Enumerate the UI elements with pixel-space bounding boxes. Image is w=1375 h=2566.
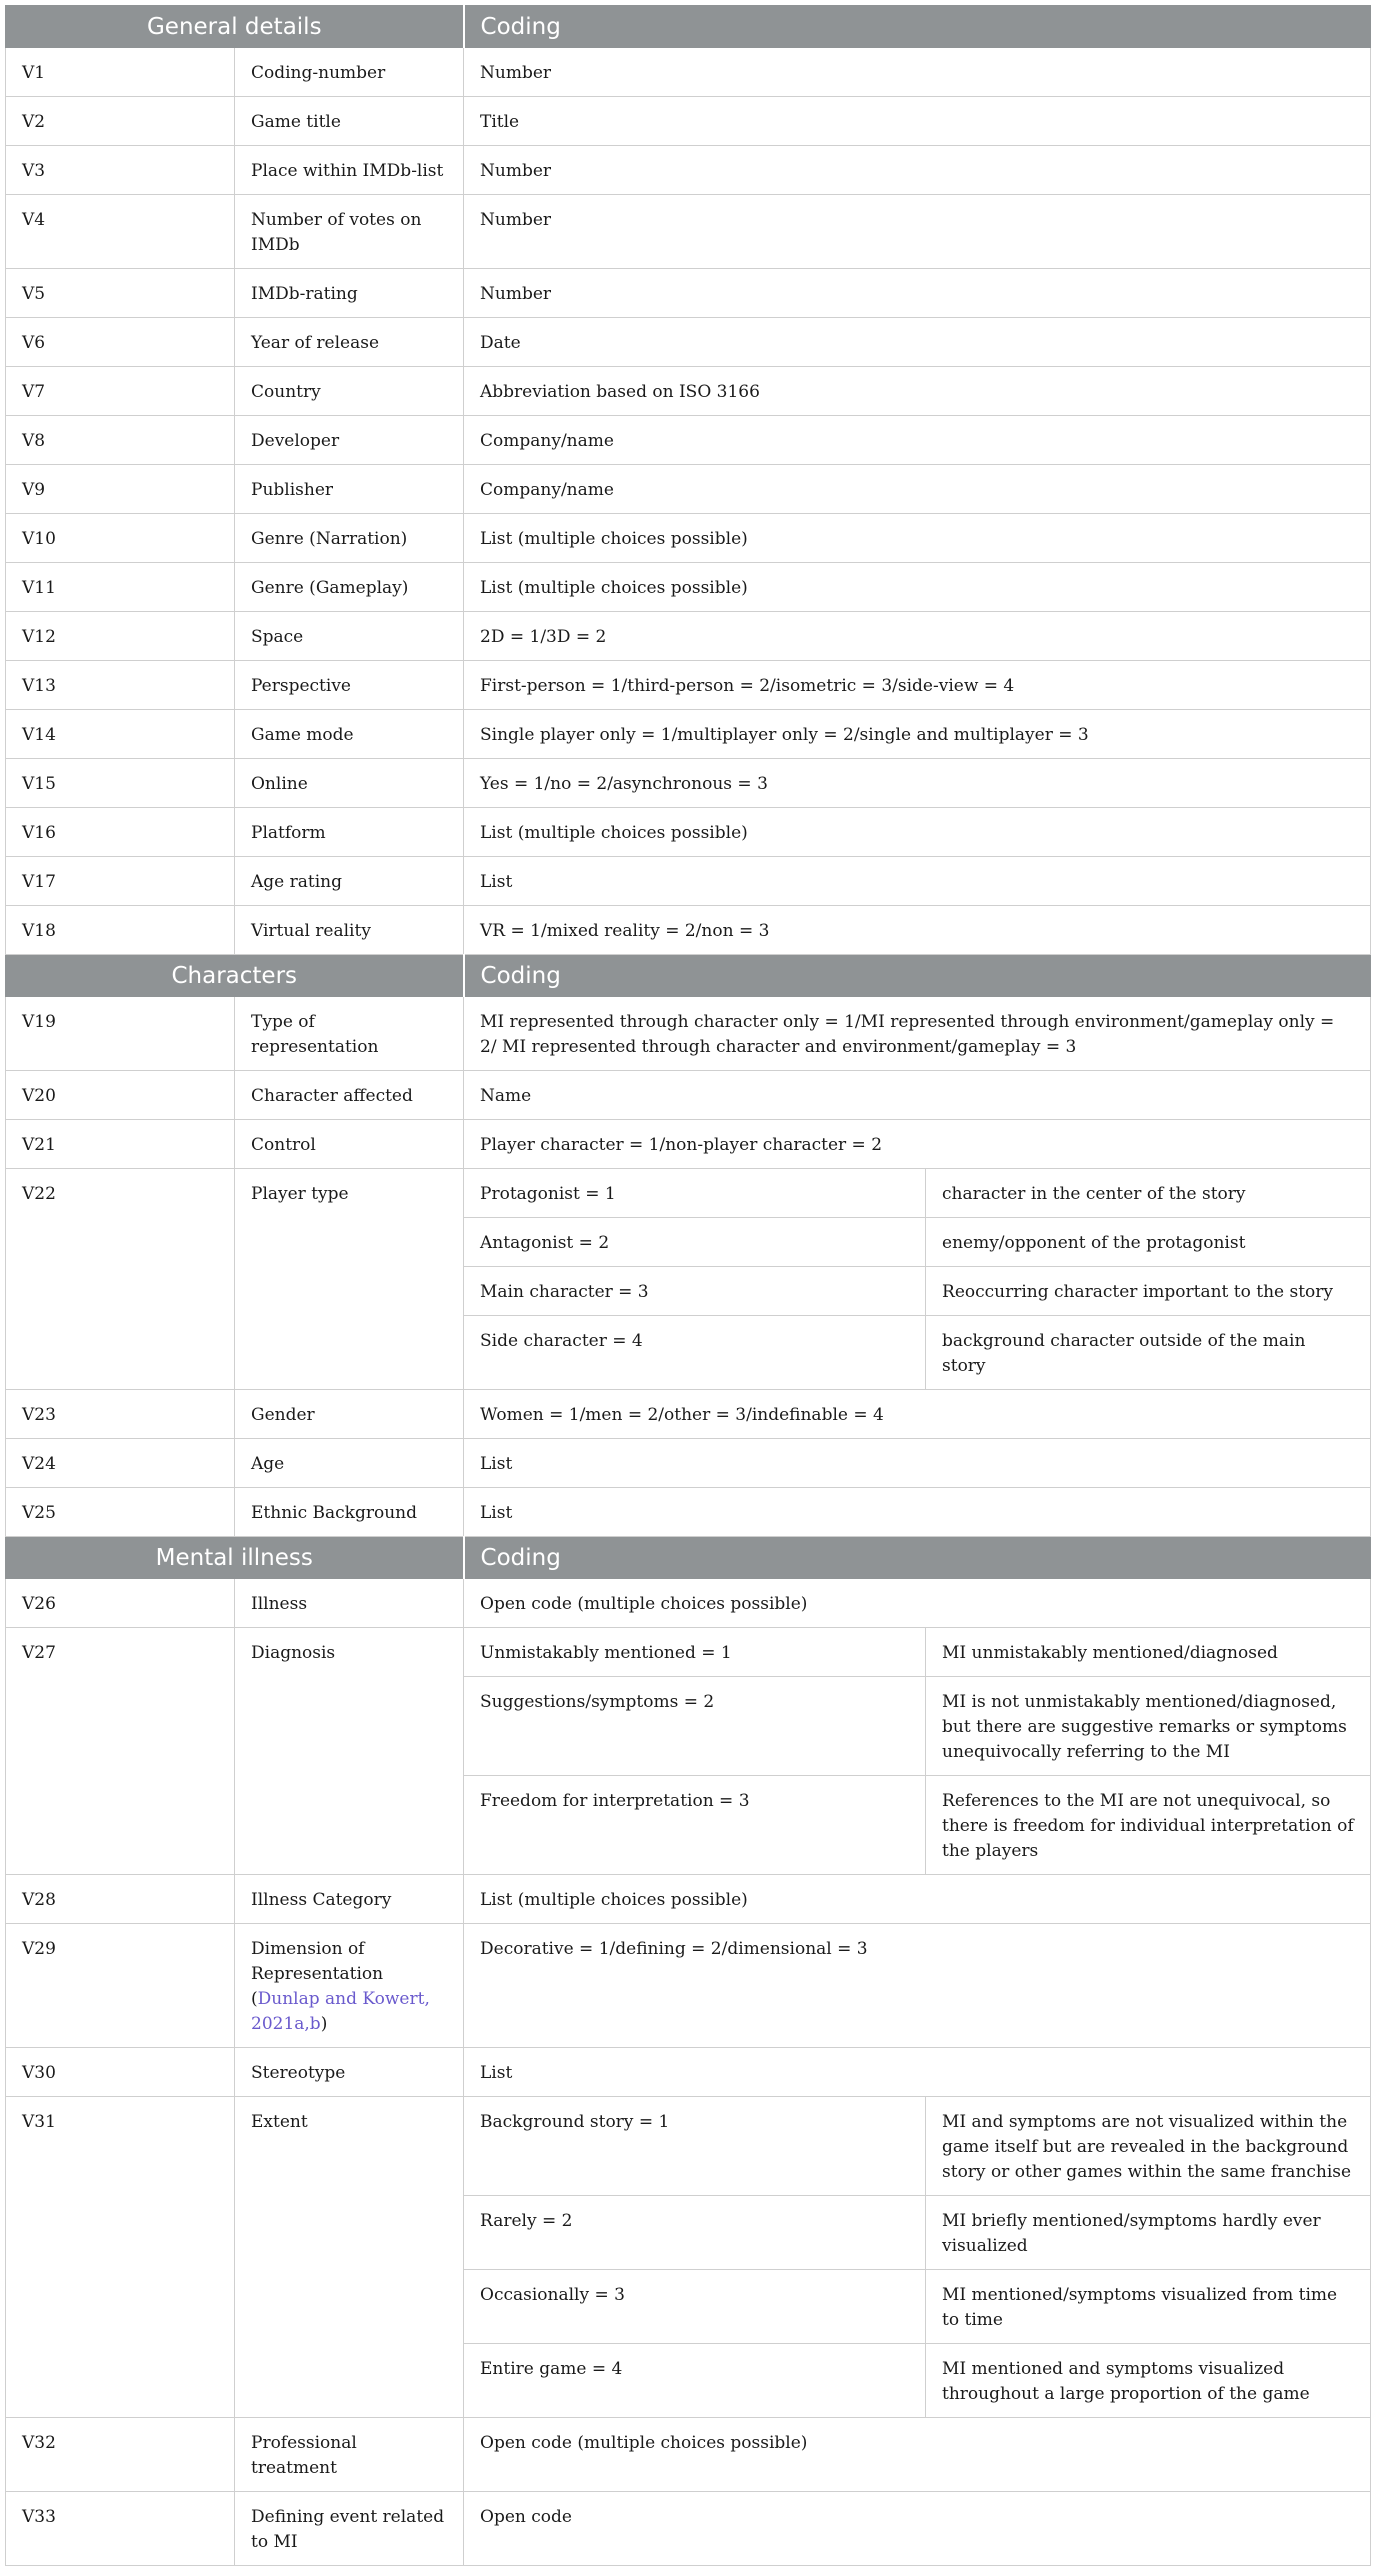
variable-id: V19 bbox=[6, 997, 235, 1071]
coding-value: List (multiple choices possible) bbox=[464, 1875, 1371, 1924]
variable-name: Platform bbox=[235, 808, 464, 857]
coding-value: List bbox=[464, 1439, 1371, 1488]
table-row bbox=[6, 1120, 1371, 1169]
variable-id: V28 bbox=[6, 1875, 235, 1924]
sub-description: References to the MI are not unequivocal, so there is freedom for individual interpretation of the players bbox=[926, 1776, 1371, 1875]
variable-name-end: ) bbox=[320, 2014, 328, 2034]
sub-code: Background story = 1 bbox=[464, 2097, 926, 2196]
coding-value: List (multiple choices possible) bbox=[464, 808, 1371, 857]
table-row bbox=[6, 759, 1371, 808]
variable-name: Diagnosis bbox=[235, 1628, 464, 1875]
variable-id: V14 bbox=[6, 710, 235, 759]
sub-code: Suggestions/symptoms = 2 bbox=[464, 1677, 926, 1776]
variable-name: Year of release bbox=[235, 318, 464, 367]
table-row bbox=[6, 97, 1371, 146]
variable-id: V22 bbox=[6, 1169, 235, 1390]
table-row bbox=[6, 710, 1371, 759]
variable-name: Virtual reality bbox=[235, 906, 464, 955]
coding-value: Yes = 1/no = 2/asynchronous = 3 bbox=[464, 759, 1371, 808]
coding-value: List (multiple choices possible) bbox=[464, 563, 1371, 612]
coding-value: List bbox=[464, 857, 1371, 906]
variable-id: V32 bbox=[6, 2418, 235, 2492]
sub-code: Freedom for interpretation = 3 bbox=[464, 1776, 926, 1875]
coding-value: Open code bbox=[464, 2492, 1371, 2566]
table-row bbox=[6, 1924, 1371, 2048]
variable-name: Number of votes on IMDb bbox=[235, 195, 464, 269]
variable-id: V5 bbox=[6, 269, 235, 318]
coding-value: Single player only = 1/multiplayer only = 2/single and multiplayer = 3 bbox=[464, 710, 1371, 759]
sub-code: Unmistakably mentioned = 1 bbox=[464, 1628, 926, 1677]
section-title: General details bbox=[6, 6, 464, 48]
coding-value: Number bbox=[464, 195, 1371, 269]
table-row bbox=[6, 612, 1371, 661]
variable-name: Defining event related to MI bbox=[235, 2492, 464, 2566]
section-title: Characters bbox=[6, 955, 464, 997]
coding-value: MI represented through character only = 1/MI represented through environment/gameplay only = 2/ MI represented through character and environment/gameplay = 3 bbox=[464, 997, 1371, 1071]
variable-name: Space bbox=[235, 612, 464, 661]
table-row bbox=[6, 1169, 1371, 1218]
table-row bbox=[6, 2097, 1371, 2196]
table-row bbox=[6, 367, 1371, 416]
variable-id: V6 bbox=[6, 318, 235, 367]
section-coding-label: Coding bbox=[464, 1537, 1371, 1579]
table-row bbox=[6, 514, 1371, 563]
section-header bbox=[6, 955, 1371, 997]
variable-name: Type of representation bbox=[235, 997, 464, 1071]
variable-id: V18 bbox=[6, 906, 235, 955]
table-row bbox=[6, 1628, 1371, 1677]
variable-id: V17 bbox=[6, 857, 235, 906]
variable-name: Age bbox=[235, 1439, 464, 1488]
variable-id: V27 bbox=[6, 1628, 235, 1875]
table-row bbox=[6, 563, 1371, 612]
coding-value: Decorative = 1/defining = 2/dimensional = 3 bbox=[464, 1924, 1371, 2048]
table-row bbox=[6, 1579, 1371, 1628]
variable-id: V4 bbox=[6, 195, 235, 269]
table-row bbox=[6, 146, 1371, 195]
coding-value: Date bbox=[464, 318, 1371, 367]
sub-description: MI is not unmistakably mentioned/diagnosed, but there are suggestive remarks or symptoms unequivocally referring to the MI bbox=[926, 1677, 1371, 1776]
coding-value: List bbox=[464, 2048, 1371, 2097]
sub-description: background character outside of the main story bbox=[926, 1316, 1371, 1390]
table-row bbox=[6, 1488, 1371, 1537]
sub-code: Entire game = 4 bbox=[464, 2344, 926, 2418]
variable-id: V2 bbox=[6, 97, 235, 146]
citation-link[interactable]: Dunlap and Kowert, 2021a,b bbox=[251, 1989, 430, 2034]
variable-name: Game title bbox=[235, 97, 464, 146]
sub-description: MI unmistakably mentioned/diagnosed bbox=[926, 1628, 1371, 1677]
coding-value: Open code (multiple choices possible) bbox=[464, 1579, 1371, 1628]
variable-id: V33 bbox=[6, 2492, 235, 2566]
section-coding-label: Coding bbox=[464, 6, 1371, 48]
variable-id: V24 bbox=[6, 1439, 235, 1488]
variable-name: Online bbox=[235, 759, 464, 808]
variable-id: V3 bbox=[6, 146, 235, 195]
table-row bbox=[6, 1071, 1371, 1120]
variable-id: V20 bbox=[6, 1071, 235, 1120]
sub-description: Reoccurring character important to the story bbox=[926, 1267, 1371, 1316]
section-header bbox=[6, 1537, 1371, 1579]
table-row bbox=[6, 269, 1371, 318]
variable-name: Genre (Gameplay) bbox=[235, 563, 464, 612]
table-row bbox=[6, 2048, 1371, 2097]
variable-id: V16 bbox=[6, 808, 235, 857]
table-row bbox=[6, 1439, 1371, 1488]
variable-id: V30 bbox=[6, 2048, 235, 2097]
variable-id: V25 bbox=[6, 1488, 235, 1537]
variable-name: Country bbox=[235, 367, 464, 416]
variable-name: Game mode bbox=[235, 710, 464, 759]
table-row bbox=[6, 906, 1371, 955]
table-row bbox=[6, 808, 1371, 857]
variable-name: Illness Category bbox=[235, 1875, 464, 1924]
variable-id: V8 bbox=[6, 416, 235, 465]
coding-value: Open code (multiple choices possible) bbox=[464, 2418, 1371, 2492]
sub-description: MI briefly mentioned/symptoms hardly ever visualized bbox=[926, 2196, 1371, 2270]
variable-id: V11 bbox=[6, 563, 235, 612]
coding-value: Player character = 1/non-player character = 2 bbox=[464, 1120, 1371, 1169]
variable-name: Age rating bbox=[235, 857, 464, 906]
sub-code: Protagonist = 1 bbox=[464, 1169, 926, 1218]
sub-description: character in the center of the story bbox=[926, 1169, 1371, 1218]
table-row bbox=[6, 48, 1371, 97]
codebook-table bbox=[5, 5, 1371, 2566]
sub-code: Side character = 4 bbox=[464, 1316, 926, 1390]
variable-name: Illness bbox=[235, 1579, 464, 1628]
table-row bbox=[6, 857, 1371, 906]
table-row bbox=[6, 661, 1371, 710]
variable-name: Coding-number bbox=[235, 48, 464, 97]
coding-value: List bbox=[464, 1488, 1371, 1537]
variable-name: Developer bbox=[235, 416, 464, 465]
table-row bbox=[6, 997, 1371, 1071]
table-row bbox=[6, 1390, 1371, 1439]
variable-name: Place within IMDb-list bbox=[235, 146, 464, 195]
coding-value: Women = 1/men = 2/other = 3/indefinable = 4 bbox=[464, 1390, 1371, 1439]
variable-name: Stereotype bbox=[235, 2048, 464, 2097]
variable-id: V31 bbox=[6, 2097, 235, 2418]
section-coding-label: Coding bbox=[464, 955, 1371, 997]
variable-name: Genre (Narration) bbox=[235, 514, 464, 563]
variable-id: V7 bbox=[6, 367, 235, 416]
variable-id: V29 bbox=[6, 1924, 235, 2048]
section-header bbox=[6, 6, 1371, 48]
table-row bbox=[6, 465, 1371, 514]
variable-name: Control bbox=[235, 1120, 464, 1169]
coding-value: List (multiple choices possible) bbox=[464, 514, 1371, 563]
table-row bbox=[6, 2418, 1371, 2492]
coding-value: Company/name bbox=[464, 416, 1371, 465]
coding-value: Number bbox=[464, 146, 1371, 195]
variable-name-text: Dimension of Representation ( bbox=[251, 1939, 384, 2009]
sub-code: Occasionally = 3 bbox=[464, 2270, 926, 2344]
coding-value: Abbreviation based on ISO 3166 bbox=[464, 367, 1371, 416]
sub-description: enemy/opponent of the protagonist bbox=[926, 1218, 1371, 1267]
coding-value: Number bbox=[464, 269, 1371, 318]
codebook-body bbox=[6, 6, 1371, 2566]
variable-id: V10 bbox=[6, 514, 235, 563]
variable-id: V26 bbox=[6, 1579, 235, 1628]
coding-value: First-person = 1/third-person = 2/isometric = 3/side-view = 4 bbox=[464, 661, 1371, 710]
sub-description: MI mentioned/symptoms visualized from time to time bbox=[926, 2270, 1371, 2344]
variable-id: V23 bbox=[6, 1390, 235, 1439]
variable-name: Ethnic Background bbox=[235, 1488, 464, 1537]
section-title: Mental illness bbox=[6, 1537, 464, 1579]
variable-name: Player type bbox=[235, 1169, 464, 1390]
variable-id: V9 bbox=[6, 465, 235, 514]
table-row bbox=[6, 1875, 1371, 1924]
variable-id: V13 bbox=[6, 661, 235, 710]
sub-code: Main character = 3 bbox=[464, 1267, 926, 1316]
variable-name bbox=[235, 1924, 464, 2048]
variable-id: V12 bbox=[6, 612, 235, 661]
variable-name: Gender bbox=[235, 1390, 464, 1439]
sub-code: Rarely = 2 bbox=[464, 2196, 926, 2270]
variable-name: Extent bbox=[235, 2097, 464, 2418]
variable-id: V15 bbox=[6, 759, 235, 808]
coding-value: Company/name bbox=[464, 465, 1371, 514]
variable-name: Perspective bbox=[235, 661, 464, 710]
table-row bbox=[6, 2492, 1371, 2566]
table-row bbox=[6, 318, 1371, 367]
variable-name: Publisher bbox=[235, 465, 464, 514]
variable-id: V21 bbox=[6, 1120, 235, 1169]
table-row bbox=[6, 416, 1371, 465]
variable-name: Character affected bbox=[235, 1071, 464, 1120]
coding-value: 2D = 1/3D = 2 bbox=[464, 612, 1371, 661]
variable-name: IMDb-rating bbox=[235, 269, 464, 318]
coding-value: Name bbox=[464, 1071, 1371, 1120]
variable-name: Professional treatment bbox=[235, 2418, 464, 2492]
sub-description: MI mentioned and symptoms visualized throughout a large proportion of the game bbox=[926, 2344, 1371, 2418]
sub-code: Antagonist = 2 bbox=[464, 1218, 926, 1267]
coding-value: Number bbox=[464, 48, 1371, 97]
variable-id: V1 bbox=[6, 48, 235, 97]
coding-value: Title bbox=[464, 97, 1371, 146]
coding-value: VR = 1/mixed reality = 2/non = 3 bbox=[464, 906, 1371, 955]
table-row bbox=[6, 195, 1371, 269]
sub-description: MI and symptoms are not visualized within the game itself but are revealed in the background story or other games within the same franchise bbox=[926, 2097, 1371, 2196]
